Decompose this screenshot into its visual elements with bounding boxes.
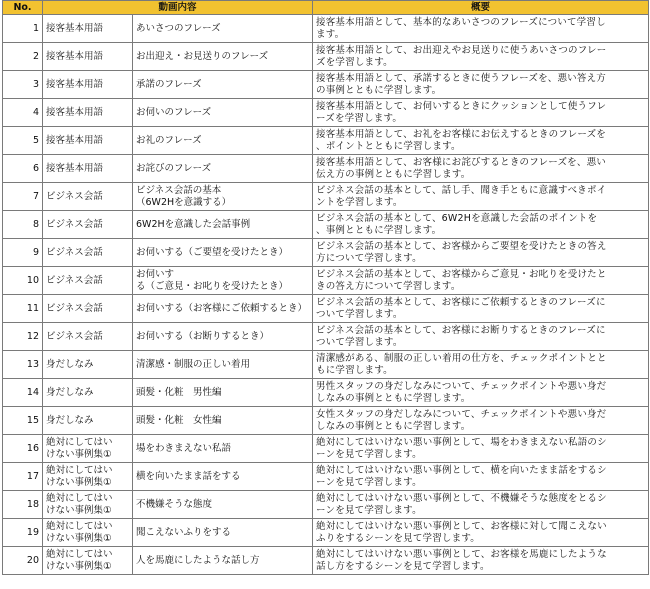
row-summary: 女性スタッフの身だしなみについて、チェックポイントや悪い身だ しなみの事例とともに学習します。 (313, 407, 649, 435)
row-summary: ビジネス会話の基本として、お客様にお断りするときのフレーズに ついて学習します。 (313, 323, 649, 351)
row-summary: ビジネス会話の基本として、お客様からご意見・お叱りを受けたと きの答え方について学習します。 (313, 267, 649, 295)
row-summary: ビジネス会話の基本として、話し手、聞き手ともに意識すべきポイ ントを学習します。 (313, 183, 649, 211)
row-number: 14 (3, 379, 43, 407)
row-category: 接客基本用語 (43, 127, 133, 155)
row-category: 接客基本用語 (43, 15, 133, 43)
row-summary: 清潔感がある、制服の正しい着用の仕方を、チェックポイントとと もに学習します。 (313, 351, 649, 379)
row-summary: 絶対にしてはいけない悪い事例として、お客様を馬鹿にしたような 話し方をするシーンを見て学習します。 (313, 547, 649, 575)
table-row (3, 267, 649, 295)
table-row (3, 463, 649, 491)
row-title: お伺いする（お断りするとき） (133, 323, 313, 351)
row-title: 頭髪・化粧 女性編 (133, 407, 313, 435)
row-title: 人を馬鹿にしたような話し方 (133, 547, 313, 575)
table-body (3, 15, 649, 575)
row-title: お伺いのフレーズ (133, 99, 313, 127)
row-number: 2 (3, 43, 43, 71)
table-row (3, 211, 649, 239)
row-category: ビジネス会話 (43, 239, 133, 267)
row-title: 横を向いたまま話をする (133, 463, 313, 491)
row-title: お伺いす る（ご意見・お叱りを受けたとき） (133, 267, 313, 295)
table-row (3, 99, 649, 127)
row-number: 8 (3, 211, 43, 239)
row-title: ビジネス会話の基本 （6W2Hを意識する） (133, 183, 313, 211)
row-category: 接客基本用語 (43, 71, 133, 99)
row-summary: ビジネス会話の基本として、6W2Hを意識した会話のポイントを 、事例とともに学習します。 (313, 211, 649, 239)
row-category: ビジネス会話 (43, 295, 133, 323)
row-category: ビジネス会話 (43, 211, 133, 239)
row-number: 5 (3, 127, 43, 155)
table-row (3, 155, 649, 183)
header-summary: 概要 (313, 1, 649, 15)
row-summary: ビジネス会話の基本として、お客様にご依頼するときのフレーズに ついて学習します。 (313, 295, 649, 323)
row-category: ビジネス会話 (43, 183, 133, 211)
row-title: 不機嫌そうな態度 (133, 491, 313, 519)
row-number: 4 (3, 99, 43, 127)
row-category: 絶対にしてはい けない事例集① (43, 463, 133, 491)
table-row (3, 295, 649, 323)
row-number: 9 (3, 239, 43, 267)
row-category: 接客基本用語 (43, 99, 133, 127)
table-container (2, 0, 648, 575)
row-summary: 接客基本用語として、お出迎えやお見送りに使うあいさつのフレー ズを学習します。 (313, 43, 649, 71)
row-summary: 絶対にしてはいけない悪い事例として、不機嫌そうな態度をとるシ ーンを見て学習します。 (313, 491, 649, 519)
table-row (3, 323, 649, 351)
row-number: 19 (3, 519, 43, 547)
row-summary: ビジネス会話の基本として、お客様からご要望を受けたときの答え 方について学習します。 (313, 239, 649, 267)
row-category: 絶対にしてはい けない事例集① (43, 519, 133, 547)
row-summary: 絶対にしてはいけない悪い事例として、横を向いたまま話をするシ ーンを見て学習します。 (313, 463, 649, 491)
row-title: お伺いする（お客様にご依頼するとき） (133, 295, 313, 323)
row-title: お詫びのフレーズ (133, 155, 313, 183)
row-number: 13 (3, 351, 43, 379)
row-summary: 絶対にしてはいけない悪い事例として、場をわきまえない私語のシ ーンを見て学習します。 (313, 435, 649, 463)
table-row (3, 491, 649, 519)
row-summary: 接客基本用語として、お礼をお客様にお伝えするときのフレーズを 、ポイントとともに学習します。 (313, 127, 649, 155)
table-row (3, 183, 649, 211)
row-category: 身だしなみ (43, 407, 133, 435)
row-number: 6 (3, 155, 43, 183)
header-no: No. (3, 1, 43, 15)
row-number: 10 (3, 267, 43, 295)
row-number: 18 (3, 491, 43, 519)
row-summary: 接客基本用語として、お客様にお詫びするときのフレーズを、悪い 伝え方の事例とともに学習します。 (313, 155, 649, 183)
video-content-table (2, 0, 649, 575)
row-title: 承諾のフレーズ (133, 71, 313, 99)
table-row (3, 407, 649, 435)
row-category: 絶対にしてはい けない事例集① (43, 435, 133, 463)
row-title: 清潔感・制服の正しい着用 (133, 351, 313, 379)
row-category: 接客基本用語 (43, 155, 133, 183)
row-category: 身だしなみ (43, 351, 133, 379)
row-title: あいさつのフレーズ (133, 15, 313, 43)
table-row (3, 379, 649, 407)
row-title: 場をわきまえない私語 (133, 435, 313, 463)
row-number: 16 (3, 435, 43, 463)
row-summary: 接客基本用語として、基本的なあいさつのフレーズについて学習し ます。 (313, 15, 649, 43)
table-row (3, 43, 649, 71)
row-number: 12 (3, 323, 43, 351)
row-title: お礼のフレーズ (133, 127, 313, 155)
row-category: 身だしなみ (43, 379, 133, 407)
row-summary: 接客基本用語として、お伺いするときにクッションとして使うフレ ーズを学習します。 (313, 99, 649, 127)
table-row (3, 127, 649, 155)
row-summary: 絶対にしてはいけない悪い事例として、お客様に対して聞こえない ふりをするシーンを見て学習します。 (313, 519, 649, 547)
row-category: ビジネス会話 (43, 323, 133, 351)
row-title: お出迎え・お見送りのフレーズ (133, 43, 313, 71)
row-category: 絶対にしてはい けない事例集① (43, 547, 133, 575)
row-number: 17 (3, 463, 43, 491)
table-row (3, 519, 649, 547)
row-category: 接客基本用語 (43, 43, 133, 71)
row-number: 15 (3, 407, 43, 435)
row-category: 絶対にしてはい けない事例集① (43, 491, 133, 519)
header-row (3, 1, 649, 15)
row-number: 20 (3, 547, 43, 575)
row-title: 頭髪・化粧 男性編 (133, 379, 313, 407)
row-summary: 男性スタッフの身だしなみについて、チェックポイントや悪い身だ しなみの事例とともに学習します。 (313, 379, 649, 407)
row-number: 3 (3, 71, 43, 99)
table-row (3, 239, 649, 267)
row-title: 6W2Hを意識した会話事例 (133, 211, 313, 239)
row-number: 11 (3, 295, 43, 323)
row-category: ビジネス会話 (43, 267, 133, 295)
row-number: 1 (3, 15, 43, 43)
row-summary: 接客基本用語として、承諾するときに使うフレーズを、悪い答え方 の事例とともに学習します。 (313, 71, 649, 99)
table-row (3, 351, 649, 379)
row-number: 7 (3, 183, 43, 211)
table-row (3, 547, 649, 575)
row-title: 聞こえないふりをする (133, 519, 313, 547)
table-row (3, 435, 649, 463)
table-row (3, 15, 649, 43)
row-title: お伺いする（ご要望を受けたとき） (133, 239, 313, 267)
table-row (3, 71, 649, 99)
header-title: 動画内容 (43, 1, 313, 15)
